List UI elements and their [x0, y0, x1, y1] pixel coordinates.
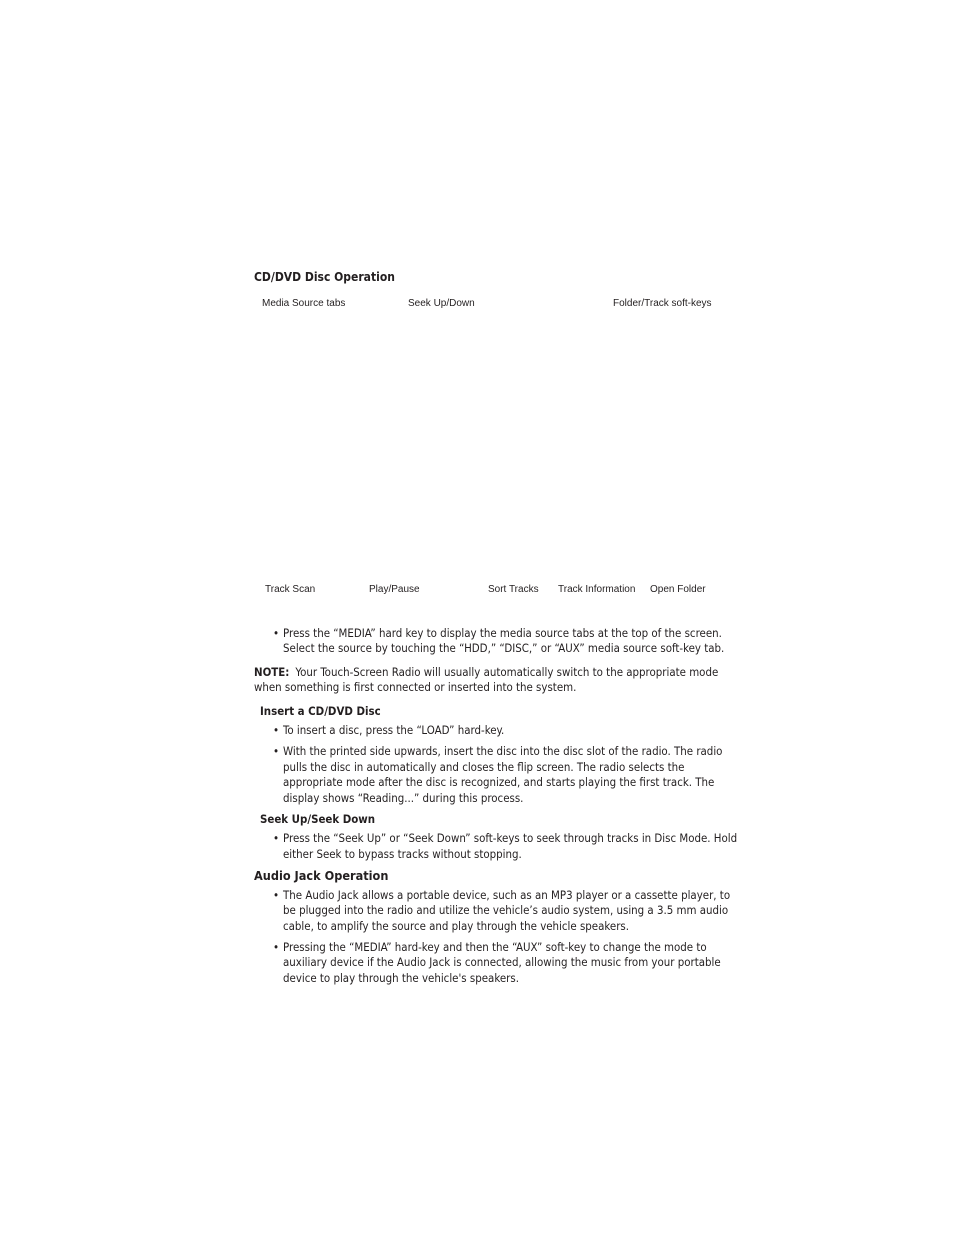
section-title: CD/DVD Disc Operation — [254, 270, 395, 284]
subheading-seek: Seek Up/Seek Down — [260, 812, 376, 827]
note — [254, 665, 740, 696]
body-text — [254, 626, 740, 992]
bullet-icon: • — [273, 939, 280, 954]
bullet-icon: • — [273, 744, 280, 759]
subheading-insert-disc: Insert a CD/DVD Disc — [260, 703, 381, 718]
callout-media-source-tabs: Media Source tabs — [262, 298, 346, 309]
list-item: • With the printed side upwards, insert the disc into the disc slot of the radio. The radio pulls the disc in automatically and closes the flip screen. The radio selects the appropriate mode after the disc is recognized, and starts playing the first track. The display shows “Reading...” during this process. — [273, 744, 723, 805]
callout-seek-up-down: Seek Up/Down — [408, 298, 475, 309]
bullet-icon: • — [273, 626, 280, 640]
callout-track-information: Track Information — [558, 584, 636, 595]
list-item: • Pressing the “MEDIA” hard-key and then the “AUX” soft-key to change the mode to auxiliary device if the Audio Jack is connected, allowing the music from your portable device to play through the vehicle's speakers. — [273, 939, 721, 985]
note-label: NOTE: — [254, 664, 290, 679]
callout-folder-track-soft-keys: Folder/Track soft-keys — [613, 298, 712, 309]
bullet-icon: • — [273, 831, 280, 846]
list-item: • The Audio Jack allows a portable device, such as an MP3 player or a cassette player, to be plugged into the radio and utilize the vehicle’s audio system, using a 3.5 mm audio cable, to amplify the source and play through the vehicle speakers. — [273, 887, 731, 933]
list-item: • Press the “Seek Up” or “Seek Down” soft-keys to seek through tracks in Disc Mode. Hold either Seek to bypass tracks without stopping. — [273, 831, 738, 861]
radio-screen-figure — [254, 290, 730, 602]
note-text: Your Touch-Screen Radio will usually automatically switch to the appropriate mode when something is first connected or inserted into the system. — [254, 664, 719, 695]
callout-sort-tracks: Sort Tracks — [488, 584, 539, 595]
list-item: • Press the “MEDIA” hard key to display the media source tabs at the top of the screen. Select the source by touching the “HDD,” “DISC,” or “AUX” media source soft-key tab. — [273, 626, 725, 656]
list-item: • To insert a disc, press the “LOAD” hard-key. — [273, 723, 505, 738]
bullet-icon: • — [273, 887, 280, 902]
bullet-icon: • — [273, 723, 280, 738]
heading-audio-jack: Audio Jack Operation — [254, 868, 389, 884]
callout-open-folder: Open Folder — [650, 584, 706, 595]
callout-track-scan: Track Scan — [265, 584, 316, 595]
callout-play-pause: Play/Pause — [369, 584, 420, 595]
